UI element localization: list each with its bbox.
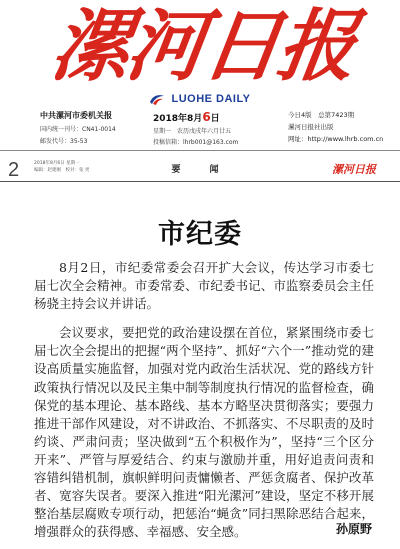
date-suffix: 日 xyxy=(210,114,220,124)
publisher-name: 漯河日报社出版 xyxy=(288,123,334,131)
page-meta-date: 2018年8月6日 星期一 xyxy=(34,161,80,166)
organization-name: 中共漯河市委机关报 xyxy=(40,111,112,120)
publication-info-right xyxy=(288,110,398,143)
section-title: 要 闻 xyxy=(171,165,229,175)
divider xyxy=(0,150,400,151)
masthead-char: 漯 xyxy=(45,1,133,92)
publication-info-left xyxy=(40,110,150,145)
divider xyxy=(0,181,400,182)
swoosh-logo-icon xyxy=(149,93,165,105)
article-paragraph: 会议要求，要把党的政治建设摆在首位，紧紧围绕市委七届七次全会提出的把握“两个坚持”、抓好“六个一”推动党的建设高质量实施监督，加强对党内政治生活状况、党的路线方针政策执行情况以及民主集中制等制度执行情况的监督检查，确保党的基本理论、基本路线、基本方略坚决贯彻落实；要强力推进干部作风建设，对不讲政治、不抓落实、不尽职责的及时约谈、严肃问责；坚决做到“五个积极作为”，坚持“三个区分开来”、严管与厚爱结合、约束与激励并重，用好追责问责和容错纠错机制，旗帜鲜明问责慵懒者、严惩贪腐者、保护改革者、宽容失误者。要深入推进“阳光漯河”建设，坚定不移开展整治基层腐败专项行动，把惩治“蝇贪”同扫黑除恶结合起来，增强群众的获得感、幸福感、安全感。 xyxy=(34,325,374,540)
section-bar xyxy=(0,158,400,180)
brand-row xyxy=(0,92,400,106)
post-code: 邮发代号：35-53 xyxy=(40,138,88,145)
brand-english-name: LUOHE DAILY xyxy=(171,93,251,105)
date-day: 6 xyxy=(202,110,211,124)
masthead-char: 河 xyxy=(121,1,208,92)
issue-date xyxy=(153,110,283,124)
pages-issue-number: 今日4版 总第7423期 xyxy=(288,111,355,119)
submission-email[interactable]: 投稿信箱：lhrb001@163.com xyxy=(153,139,239,146)
weekday-lunar: 星期一 农历戊戌年六月廿五 xyxy=(153,128,232,135)
masthead-logo xyxy=(45,1,359,92)
masthead-char: 日 xyxy=(196,1,284,92)
article-paragraph: 8月2日，市纪委常委会召开扩大会议，传达学习市委七届七次全会精神。市委常委、市纪委书记、市监察委员会主任杨骁主持会议并讲话。 xyxy=(34,260,374,312)
article-headline: 市纪委 xyxy=(158,219,242,250)
small-masthead-logo: 漯河日报 xyxy=(332,163,376,176)
cn-number: 国内统一刊号：CN41-0014 xyxy=(40,126,116,133)
article-author: 孙原野 xyxy=(335,522,372,536)
article-body xyxy=(34,259,374,541)
website-link[interactable]: 网址：http://www.lhrb.com.cn xyxy=(288,135,384,143)
publication-info-date xyxy=(153,110,283,146)
page-number: 2 xyxy=(8,159,20,181)
date-prefix: 2018年8月 xyxy=(153,114,203,124)
masthead-char: 报 xyxy=(271,1,359,92)
page-meta-editors: 编辑：赵建刚 校对：张 更 xyxy=(34,167,90,173)
